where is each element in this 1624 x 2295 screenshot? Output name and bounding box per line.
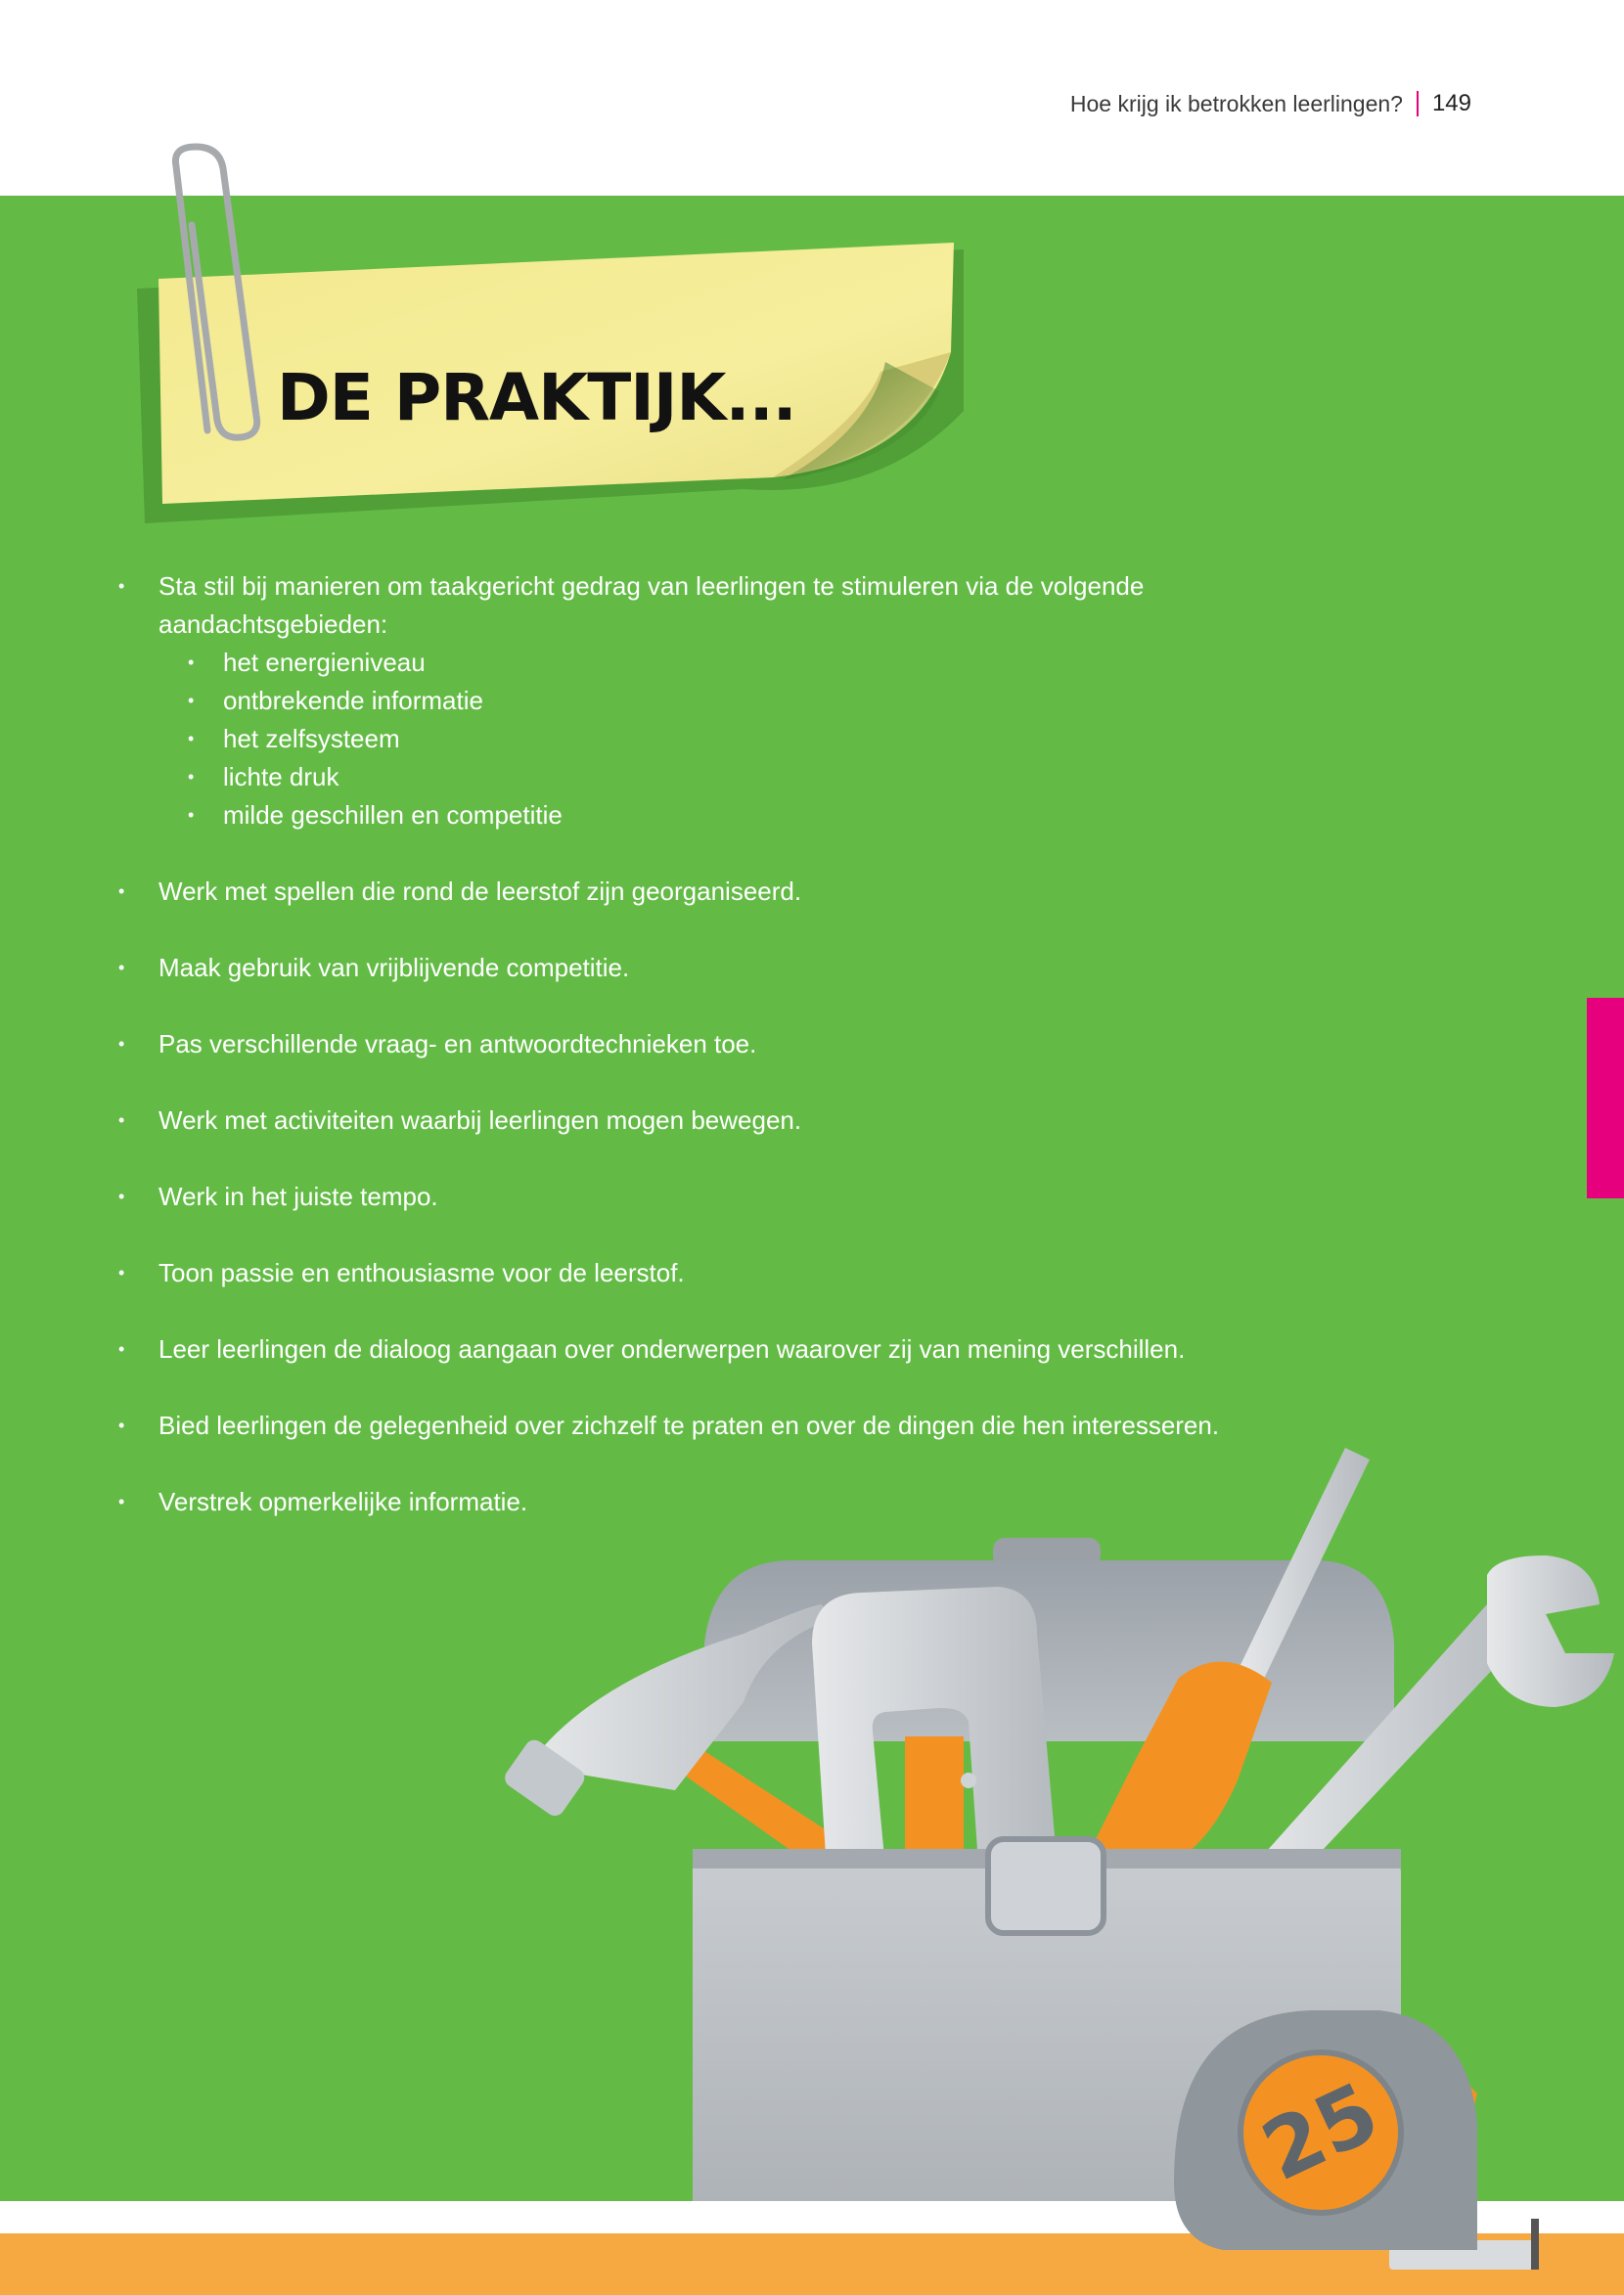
- bullet-icon: •: [118, 1187, 125, 1206]
- tape-measure-icon: [1174, 2010, 1539, 2270]
- list-item: • Werk met spellen die rond de leerstof zijn georganiseerd.: [0, 873, 1272, 911]
- section-title: DE PRAKTIJK...: [277, 360, 796, 435]
- sub-list-item: • milde geschillen en competitie: [158, 796, 1272, 834]
- bullet-icon: •: [118, 1492, 125, 1511]
- intro-text: Sta stil bij manieren om taakgericht gedrag van leerlingen te stimuleren via de volgende aandachtsgebieden:: [158, 571, 1145, 639]
- sub-list: [158, 644, 1272, 834]
- list-item: • Werk met activiteiten waarbij leerlingen mogen bewegen.: [0, 1102, 1272, 1140]
- bullet-icon: •: [188, 767, 195, 787]
- list-item: • Pas verschillende vraag- en antwoordtechnieken toe.: [0, 1025, 1272, 1063]
- list-item: • Bied leerlingen de gelegenheid over zichzelf te praten en over de dingen die hen interesseren.: [0, 1407, 1272, 1445]
- sub-list-item: • het zelfsysteem: [158, 720, 1272, 758]
- running-header: [1070, 90, 1471, 117]
- bullet-icon: •: [118, 576, 125, 596]
- bullet-icon: •: [188, 691, 195, 710]
- sticky-note: [0, 137, 988, 548]
- bullet-icon: •: [118, 958, 125, 977]
- list-item: • Verstrek opmerkelijke informatie.: [0, 1483, 1272, 1521]
- bullet-icon: •: [118, 1263, 125, 1282]
- header-separator: [1417, 91, 1419, 116]
- page-number: 149: [1431, 90, 1471, 116]
- tape-measure-label: 25: [1247, 2063, 1393, 2200]
- bullet-icon: •: [118, 1110, 125, 1130]
- toolbox-illustration: [489, 1409, 1624, 2295]
- sub-list-item: • ontbrekende informatie: [158, 682, 1272, 720]
- bullet-icon: •: [188, 729, 195, 748]
- bullet-icon: •: [118, 1416, 125, 1435]
- bullet-icon: •: [118, 1034, 125, 1054]
- sub-list-item: • lichte druk: [158, 758, 1272, 796]
- list-item-intro: [0, 567, 1272, 834]
- bullet-icon: •: [118, 1339, 125, 1359]
- list-item: • Werk in het juiste tempo.: [0, 1178, 1272, 1216]
- bullet-icon: •: [118, 881, 125, 901]
- bullet-icon: •: [188, 652, 195, 672]
- list-item: • Leer leerlingen de dialoog aangaan over onderwerpen waarover zij van mening verschillen.: [0, 1330, 1272, 1369]
- list-item: • Maak gebruik van vrijblijvende competitie.: [0, 949, 1272, 987]
- sub-list-item: • het energieniveau: [158, 644, 1272, 682]
- bullet-icon: •: [188, 805, 195, 825]
- chapter-tab: [1587, 998, 1624, 1198]
- list-item: • Toon passie en enthousiasme voor de leerstof.: [0, 1254, 1272, 1292]
- chapter-title: Hoe krijg ik betrokken leerlingen?: [1069, 90, 1403, 116]
